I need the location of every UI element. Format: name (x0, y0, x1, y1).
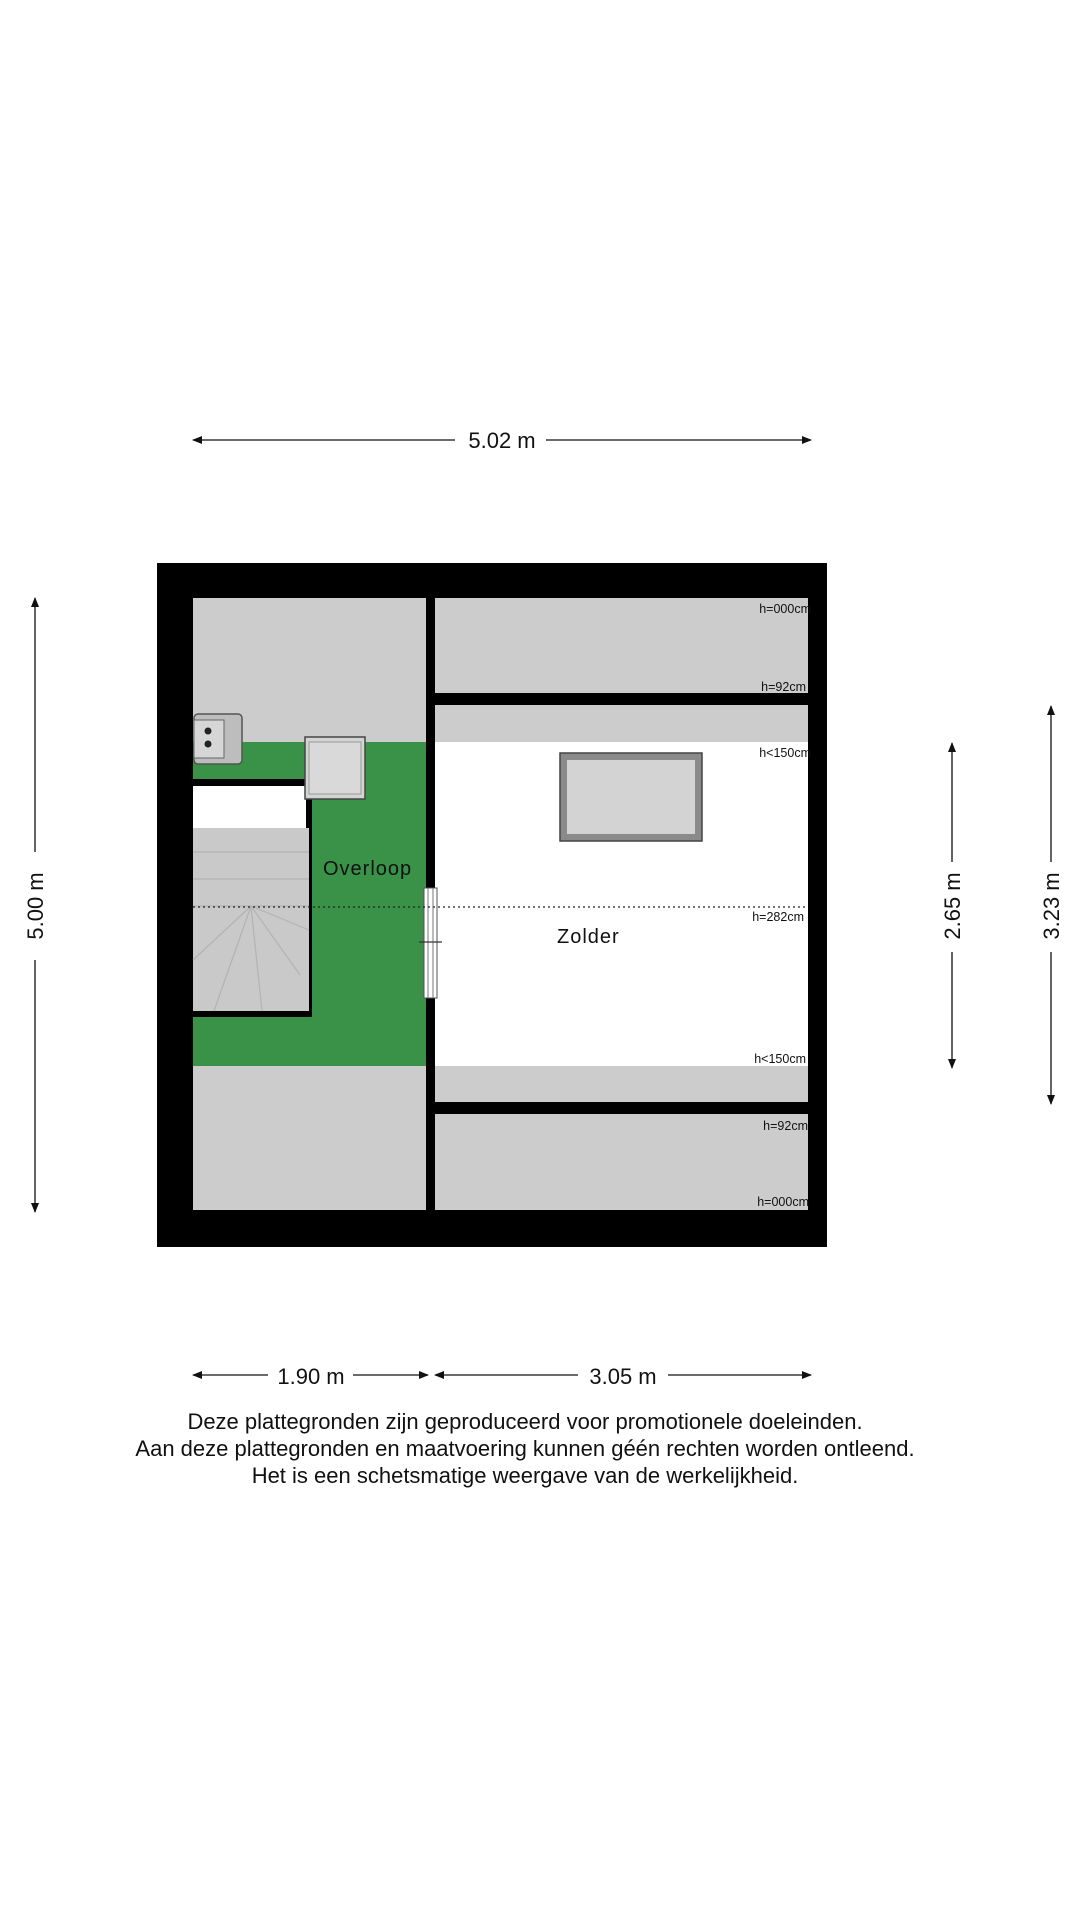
height-label-bottom-knee: h=92cm (763, 1119, 808, 1133)
stair-well-opening (193, 786, 306, 828)
cabinet-inner (309, 742, 361, 794)
dimension-label-right-inner: 2.65 m (940, 872, 965, 940)
boiler-dot-icon (205, 728, 212, 735)
height-label-bottom-slope: h<150cm (754, 1052, 806, 1066)
low-ceiling-area-bottom-left (193, 1066, 426, 1210)
roof-window-glass (567, 760, 695, 834)
disclaimer-line: Deze plattegronden zijn geproduceerd voor promotionele doeleinden. (187, 1409, 863, 1434)
room-label-overloop: Overloop (323, 858, 413, 880)
boiler-unit-front (194, 720, 224, 758)
room-label-zolder: Zolder (557, 926, 620, 948)
partition-wall-top-right (435, 693, 808, 705)
dimension-label-bottom-right: 3.05 m (589, 1364, 657, 1389)
disclaimer-line: Aan deze plattegronden en maatvoering kunnen géén rechten worden ontleend. (135, 1436, 915, 1461)
disclaimer (0, 1408, 1050, 1489)
disclaimer-line: Het is een schetsmatige weergave van de werkelijkheid. (251, 1463, 799, 1488)
dimension-label-top-width: 5.02 m (468, 428, 536, 453)
height-label-top-knee: h=92cm (761, 680, 806, 694)
height-label-bottom-eave: h=000cm (757, 1195, 809, 1209)
height-label-top-slope: h<150cm (759, 746, 811, 760)
height-label-ridge: h=282cm (752, 910, 804, 924)
low-ceiling-area-top-right (435, 598, 808, 693)
height-label-top-eave: h=000cm (759, 602, 811, 616)
boiler-dot-icon (205, 741, 212, 748)
dimension-label-bottom-left: 1.90 m (277, 1364, 345, 1389)
dimension-label-left-height: 5.00 m (23, 872, 48, 940)
low-ceiling-area-bottom-right (435, 1114, 808, 1210)
dimension-label-right-outer: 3.23 m (1039, 872, 1064, 940)
partition-wall-bottom-right (435, 1102, 808, 1114)
staircase (193, 828, 309, 1011)
door-opening (424, 888, 437, 998)
sloped-ceiling-strip-top (435, 705, 808, 742)
sloped-ceiling-strip-bottom (435, 1066, 808, 1102)
